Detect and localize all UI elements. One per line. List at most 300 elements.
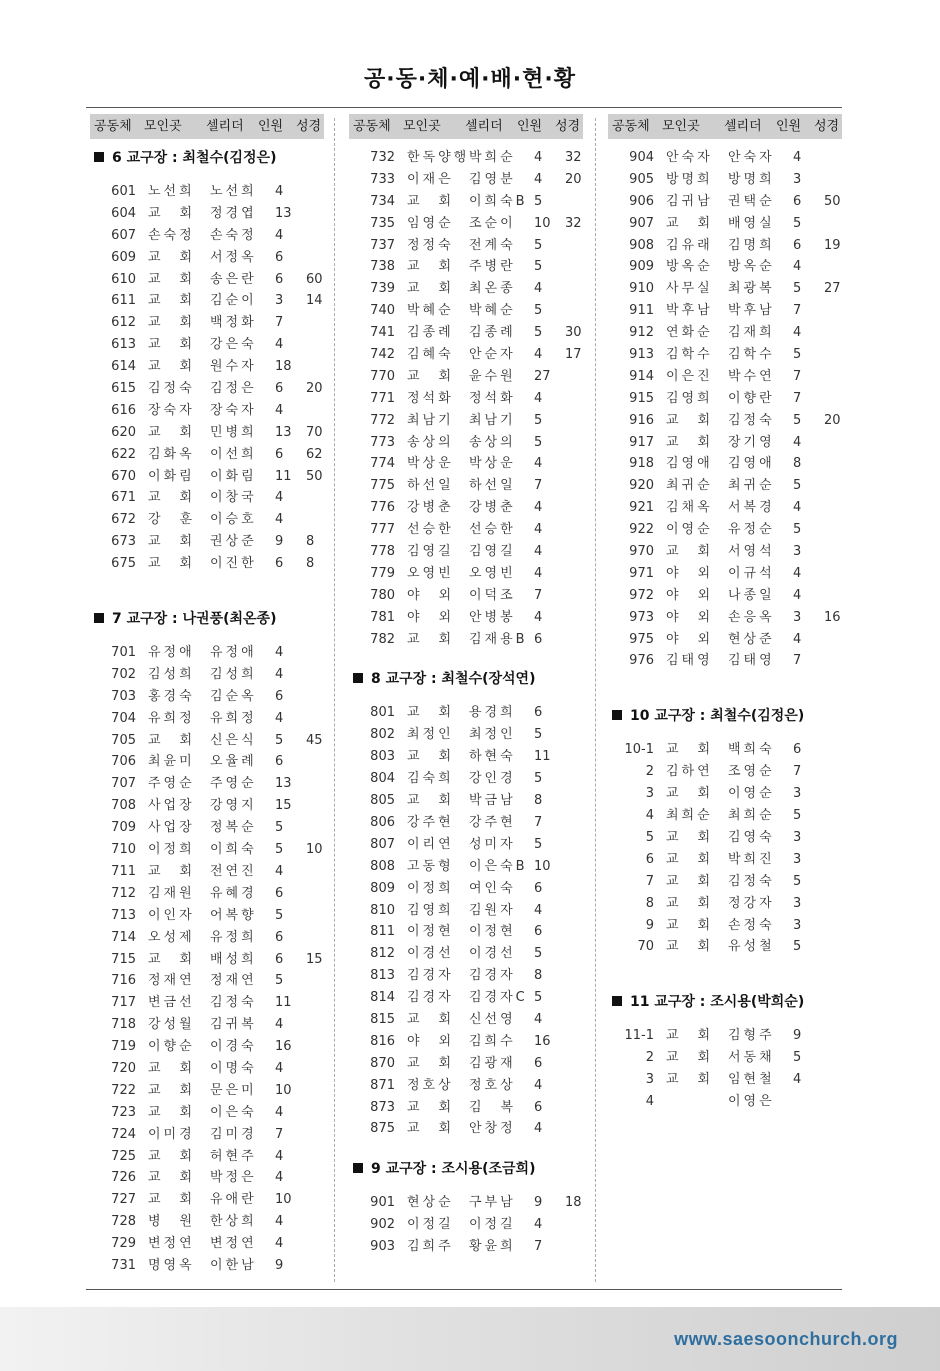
cell-place: 이향순 [148,1039,195,1055]
cell-bible: 32 [565,215,582,231]
cell-number: 719 [111,1039,136,1055]
table-row [349,1053,583,1075]
cell-number: 622 [111,446,136,462]
cell-count: 5 [793,478,802,494]
cell-number: 720 [111,1060,136,1076]
cell-number: 723 [111,1104,136,1120]
cell-number: 620 [111,424,136,440]
cell-place: 교 회 [148,1170,196,1186]
cell-number: 906 [629,193,654,209]
cell-leader: 하현숙 [469,749,516,765]
cell-number: 709 [111,820,136,836]
cell-count: 4 [275,227,284,243]
cell-place: 김영희 [407,902,454,918]
cell-leader: 이한남 [210,1257,257,1273]
cell-place: 이정길 [407,1217,454,1233]
table-row [90,817,324,839]
cell-number: 675 [111,556,136,572]
cell-count: 6 [534,1055,543,1071]
table-row [90,378,324,400]
cell-number: 781 [370,609,395,625]
table-row [90,422,324,444]
cell-leader: 송은란 [210,271,257,287]
cell-count: 4 [534,171,543,187]
table-row [608,585,842,607]
cell-number: 8 [645,895,654,911]
cell-place: 교 회 [407,1099,455,1115]
cell-count: 16 [275,1039,292,1055]
table-row [349,410,583,432]
cell-count: 16 [534,1033,551,1049]
square-bullet-icon [353,673,363,683]
cell-number: 805 [370,793,395,809]
table-row [349,585,583,607]
cell-number: 716 [111,973,136,989]
cell-number: 701 [111,645,136,661]
table-row [349,541,583,563]
district-heading [90,608,324,630]
cell-place: 김영희 [666,390,713,406]
cell-place: 야 외 [666,631,714,647]
cell-leader: 김영분 [469,171,516,187]
table-row [349,366,583,388]
cell-leader: 최광복 [728,281,775,297]
table-row [608,849,842,871]
table-row [349,900,583,922]
cell-count: 5 [275,820,284,836]
table-row [349,607,583,629]
cell-count: 6 [793,742,802,758]
cell-count: 5 [793,1050,802,1066]
cell-number: 910 [629,281,654,297]
footer-band [0,1307,940,1371]
table-row [90,553,324,575]
cell-count: 4 [275,666,284,682]
header-place: 모인곳 [662,119,700,134]
cell-place: 교 회 [666,412,714,428]
cell-number: 816 [370,1033,395,1049]
cell-leader: 박상운 [469,456,516,472]
cell-leader: 김정은 [210,381,257,397]
cell-place: 홍경숙 [148,688,195,704]
cell-leader: 김재용B [469,631,528,647]
cell-bible: 20 [824,412,841,428]
cell-leader: 원수자 [210,359,257,375]
cell-bible: 19 [824,237,841,253]
cell-count: 4 [534,500,543,516]
cell-leader: 주병란 [469,259,516,275]
district-heading-text: 6 교구장 : 최철수(김정은) [112,150,277,166]
cell-number: 702 [111,666,136,682]
cell-number: 973 [629,609,654,625]
table-row [349,965,583,987]
district-heading-text: 11 교구장 : 조시용(박희순) [630,994,805,1011]
cell-leader: 백정화 [210,315,257,331]
table-row [90,970,324,992]
cell-count: 3 [793,544,802,560]
table-row [349,1031,583,1053]
cell-place: 교 회 [666,544,714,560]
district-heading [349,1158,583,1180]
cell-count: 5 [793,281,802,297]
table-row [349,790,583,812]
cell-count: 4 [275,1104,284,1120]
table-row [608,936,842,958]
cell-place: 정석화 [407,390,454,406]
cell-count: 3 [275,293,284,309]
cell-place: 김학수 [666,347,713,363]
cell-number: 670 [111,468,136,484]
cell-place: 교 회 [666,895,714,911]
cell-leader: 김 복 [469,1099,517,1115]
cell-leader: 유희정 [210,710,257,726]
table-row [90,247,324,269]
table-row [90,664,324,686]
cell-number: 714 [111,929,136,945]
cell-number: 920 [629,478,654,494]
cell-number: 726 [111,1170,136,1186]
cell-number: 780 [370,587,395,603]
table-row [90,290,324,312]
cell-count: 27 [534,368,551,384]
cell-place: 교 회 [666,786,714,802]
cell-place: 이미경 [148,1126,195,1142]
cell-count: 6 [534,705,543,721]
cell-count: 7 [275,1126,284,1142]
cell-bible: 10 [306,842,323,858]
cell-leader: 서동채 [728,1050,775,1066]
cell-leader: 최남기 [469,412,516,428]
cell-count: 8 [793,456,802,472]
cell-number: 728 [111,1214,136,1230]
cell-number: 917 [629,434,654,450]
cell-leader: 유혜경 [210,885,257,901]
cell-count: 5 [793,215,802,231]
cell-leader: 방옥순 [728,259,775,275]
table-row [90,444,324,466]
table-row [349,768,583,790]
cell-place: 교 회 [148,293,196,309]
table-row [349,432,583,454]
cell-leader: 강은숙 [210,337,257,353]
cell-place: 이경선 [407,946,454,962]
cell-leader: 김영숙 [728,829,775,845]
cell-leader: 김성희 [210,666,257,682]
cell-number: 604 [111,205,136,221]
table-row [90,181,324,203]
cell-leader: 김광재 [469,1055,516,1071]
cell-number: 972 [629,587,654,603]
table-row [90,1189,324,1211]
table-row [349,812,583,834]
cell-number: 801 [370,705,395,721]
cell-number: 704 [111,710,136,726]
table-row [349,213,583,235]
table-row [349,1009,583,1031]
cell-count: 4 [534,150,543,165]
cell-count: 5 [534,193,543,209]
cell-count: 6 [534,631,543,647]
cell-place: 안숙자 [666,150,713,165]
cell-leader: 김순이 [210,293,257,309]
table-row [90,269,324,291]
column-2 [349,114,583,1258]
cell-leader: 유애란 [210,1192,257,1208]
cell-bible: 50 [824,193,841,209]
cell-leader: 김정숙 [728,873,775,889]
cell-leader: 장숙자 [210,402,257,418]
district-heading-text: 9 교구장 : 조시용(조금희) [371,1161,536,1178]
cell-count: 6 [275,688,284,704]
cell-number: 672 [111,512,136,528]
cell-leader: 박금남 [469,793,516,809]
cell-leader: 조영순 [728,764,775,780]
cell-count: 5 [534,325,543,341]
cell-number: 802 [370,727,395,743]
table-row [349,191,583,213]
cell-leader: 박희순 [469,150,516,165]
spacer [608,672,842,705]
table-row [90,466,324,488]
cell-leader: 유성철 [728,939,775,955]
cell-place: 이화림 [148,468,195,484]
cell-leader: 정복순 [210,820,257,836]
cell-count: 7 [793,764,802,780]
cell-count: 5 [534,946,543,962]
cell-number: 10-1 [624,742,654,758]
cell-leader: 이선희 [210,446,257,462]
cell-leader: 김미경 [210,1126,257,1142]
cell-count: 6 [793,193,802,209]
cell-number: 613 [111,337,136,353]
cell-number: 911 [629,303,654,319]
cell-leader: 문은미 [210,1082,257,1098]
cell-leader: 용경희 [469,705,516,721]
cell-place: 강 훈 [148,512,196,528]
cell-count: 5 [534,771,543,787]
cell-bible: 60 [306,271,323,287]
cell-number: 907 [629,215,654,231]
cell-place: 교 회 [666,215,714,231]
cell-count: 4 [793,631,802,647]
table-row [608,213,842,235]
table-row [90,1080,324,1102]
cell-leader: 김경자 [469,968,516,984]
cell-place: 김화옥 [148,446,195,462]
cell-count: 5 [534,990,543,1006]
cell-number: 2 [645,1050,654,1066]
cell-number: 611 [111,293,136,309]
cell-leader: 전연진 [210,863,257,879]
column-3 [608,114,842,1113]
table-row [90,400,324,422]
cell-place: 교 회 [666,1050,714,1066]
table-row [608,278,842,300]
cell-bible: 20 [565,171,582,187]
table-row [608,783,842,805]
footer-url[interactable]: www.saesoonchurch.org [674,1329,898,1349]
cell-count: 4 [534,609,543,625]
cell-count: 4 [275,1148,284,1164]
cell-number: 718 [111,1017,136,1033]
cell-count: 6 [275,929,284,945]
cell-bible: 18 [565,1195,582,1211]
cell-count: 3 [793,895,802,911]
cell-place: 명영옥 [148,1257,195,1273]
cell-number: 3 [645,786,654,802]
cell-leader: 구부남 [469,1195,516,1211]
table-row [90,1167,324,1189]
column-1 [90,114,324,1277]
spacer [349,690,583,702]
cell-count: 6 [275,885,284,901]
cell-count: 4 [275,1060,284,1076]
cell-leader: 방명희 [728,171,775,187]
cell-number: 921 [629,500,654,516]
cell-place: 정정숙 [407,237,454,253]
cell-number: 729 [111,1236,136,1252]
cell-number: 804 [370,771,395,787]
cell-place: 교 회 [148,534,196,550]
table-row [349,1097,583,1119]
cell-leader: 조순이 [469,215,516,231]
table-row [90,642,324,664]
cell-count: 5 [793,939,802,955]
column-header [349,114,583,139]
cell-count: 3 [793,786,802,802]
table-row [608,563,842,585]
table-row [90,949,324,971]
cell-place: 교 회 [407,281,455,297]
cell-count: 5 [534,259,543,275]
table-row [90,883,324,905]
table-row [608,629,842,651]
cell-bible: 14 [306,293,323,309]
cell-leader: 최온종 [469,281,516,297]
table-row [608,650,842,672]
cell-place: 김재원 [148,885,195,901]
cell-place: 강주현 [407,814,454,830]
cell-number: 901 [370,1195,395,1211]
cell-bible: 70 [306,424,323,440]
cell-number: 813 [370,968,395,984]
cell-count: 7 [793,368,802,384]
cell-place: 교 회 [407,749,455,765]
cell-number: 772 [370,412,395,428]
cell-number: 912 [629,325,654,341]
cell-number: 705 [111,732,136,748]
cell-number: 2 [645,764,654,780]
cell-count: 4 [275,512,284,528]
cell-count: 5 [793,808,802,824]
header-count: 인원 [517,119,543,134]
district-heading [349,668,583,690]
cell-leader: 이희숙B [469,193,528,209]
cell-number: 740 [370,303,395,319]
cell-place: 교 회 [666,434,714,450]
cell-count: 5 [793,347,802,363]
cell-number: 703 [111,688,136,704]
cell-number: 806 [370,814,395,830]
table-row [90,1102,324,1124]
cell-leader: 안병봉 [469,609,516,625]
cell-place: 교 회 [407,1011,455,1027]
table-row [349,388,583,410]
cell-leader: 이경선 [469,946,516,962]
header-leader: 셀리더 [724,119,762,134]
cell-number: 915 [629,390,654,406]
table-row [349,1118,583,1140]
cell-leader: 변정연 [210,1236,257,1252]
cell-place: 교 회 [666,851,714,867]
cell-number: 770 [370,368,395,384]
table-row [608,169,842,191]
cell-place: 이정희 [148,842,195,858]
cell-leader: 김귀복 [210,1017,257,1033]
cell-place: 야 외 [666,565,714,581]
cell-count: 6 [275,754,284,770]
cell-count: 3 [793,851,802,867]
cell-number: 708 [111,798,136,814]
cell-place: 교 회 [148,337,196,353]
cell-count: 6 [275,271,284,287]
cell-count: 4 [793,434,802,450]
cell-bible: 15 [306,951,323,967]
table-row [90,1014,324,1036]
cell-count: 15 [275,798,292,814]
square-bullet-icon [353,1163,363,1173]
table-row [349,702,583,724]
cell-bible: 16 [824,609,841,625]
cell-number: 731 [111,1257,136,1273]
cell-leader: 배영실 [728,215,775,231]
table-row [608,432,842,454]
cell-place: 교 회 [148,424,196,440]
cell-count: 10 [534,215,551,231]
cell-number: 914 [629,368,654,384]
cell-count: 4 [793,150,802,165]
cell-number: 814 [370,990,395,1006]
cell-count: 4 [534,1121,543,1137]
cell-place: 임영순 [407,215,454,231]
cell-number: 616 [111,402,136,418]
cell-number: 779 [370,565,395,581]
cell-place: 교 회 [148,1060,196,1076]
cell-number: 732 [370,150,395,165]
cell-place: 김정숙 [148,381,195,397]
cell-leader: 김정숙 [210,995,257,1011]
cell-place: 유희정 [148,710,195,726]
cell-leader: 유정애 [210,645,257,661]
cell-number: 727 [111,1192,136,1208]
square-bullet-icon [94,152,104,162]
cell-leader: 서복경 [728,500,775,516]
cell-count: 7 [793,653,802,669]
cell-leader: 정강자 [728,895,775,911]
table-row [90,334,324,356]
cell-place: 교 회 [407,793,455,809]
table-row [608,893,842,915]
cell-place: 송상의 [407,434,454,450]
cell-leader: 주영순 [210,776,257,792]
table-row [349,256,583,278]
cell-leader: 장기영 [728,434,775,450]
square-bullet-icon [612,996,622,1006]
cell-number: 4 [645,808,654,824]
district-heading [90,147,324,169]
cell-count: 6 [534,924,543,940]
table-row [349,169,583,191]
